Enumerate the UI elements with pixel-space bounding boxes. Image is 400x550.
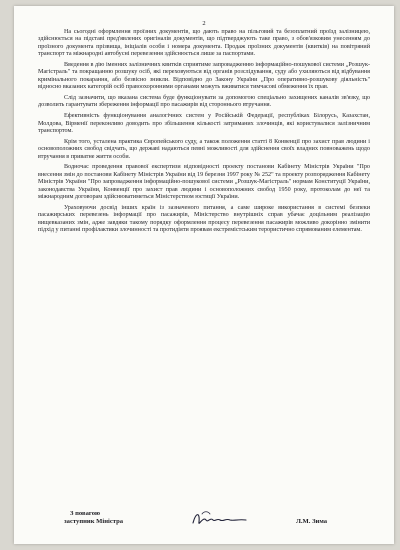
signatory-name: Л.М. Зима bbox=[296, 518, 328, 525]
closing-phrase: З повагою bbox=[70, 510, 101, 517]
document-page bbox=[14, 6, 394, 544]
paragraph: Ураховуючи досвід інших країн із зазначеного питання, а саме широке використання в системі безпеки пасажирських перевезень інформації про пасажирів, Міністерство внутрішніх справ убачає доцільним реалізацію вищевказаних змін, адже завдяки такому порядку оформлення процесу перевезення пасажирів можливо докорінно змінити підхід у питанні профілактики злочинності та протидіяти проявам екстремістським терористично спрямованим елементам. bbox=[38, 204, 370, 233]
paragraph: Слід зазначити, що вказана система буде функціонувати за допомогою спеціально захищених каналів зв'язку, що дозволить гарантувати збереження інформації про пасажирів від стороннього втручання. bbox=[38, 95, 370, 109]
paragraph: Водночас проведення правової експертизи відповідності проекту постанови Кабінету Міністрів України "Про внесення змін до постанови Кабінету Міністрів України від 19 березня 1997 року № 252" та проекту розпорядження Кабінету Міністрів України "Про запровадження інформаційно-пошукової системи „Розшук-Магістраль" нормам Конституції України, законодавства України, Конвенції про захист прав людини і основоположних свобод 1950 року, протоколам до неї та міжнародним договорам здійснюватиметься Міністерством юстиції України. bbox=[38, 164, 370, 200]
paragraph: Введення в дію іменних залізничних квитків сприятиме запровадженню інформаційно-пошукової системи „Розшук-Магістраль" та покращанню розшуку осіб, які переховуються від органів розслідування, суду або ухиляються від відбування кримінального покарання, або безвісно зникли. Відповідно до Закону України „Про оперативно-розшукову діяльність" відносно вказаних категорій осіб правоохоронними органами можуть вживатися тимчасові обмеження їх прав. bbox=[38, 62, 370, 91]
paragraph: На сьогодні оформлення проїзних документів, що дають право на пільговий та безоплатний проїзд залізницею, здійснюється на підставі пред'явлених оригіналів документів, що підтверджують таке право, з обов'язковим унесенням до проїзного документа прізвища, ініціалів особи і номера документа. Продаж проїзних документів (квитків) на повітряний транспорт та міжнародні автобусні перевезення здійснюється лише за паспортами. bbox=[38, 29, 370, 58]
signatory-title bbox=[64, 510, 123, 526]
signatory-position: заступник Міністра bbox=[64, 518, 124, 525]
handwritten-signature bbox=[190, 508, 250, 530]
signature-block bbox=[38, 504, 370, 540]
letter-body bbox=[38, 20, 370, 238]
page-number: 2 bbox=[202, 20, 206, 27]
paragraph: Крім того, усталена практика Європейського суду, а також положення статті 8 Конвенції про захист прав людини і основоположних свобод свідчать, що державі надаються певні можливості для здійснення своїх владних повноважень щодо втручання в приватне життя особи. bbox=[38, 138, 370, 160]
paragraph: Ефективність функціонування аналогічних систем у Російській Федерації, республіках Білорусь, Казахстан, Молдова, Вірменії переконливо доводить про збільшення кількості затриманих злочинців, які користувалися залізничним транспортом. bbox=[38, 113, 370, 134]
